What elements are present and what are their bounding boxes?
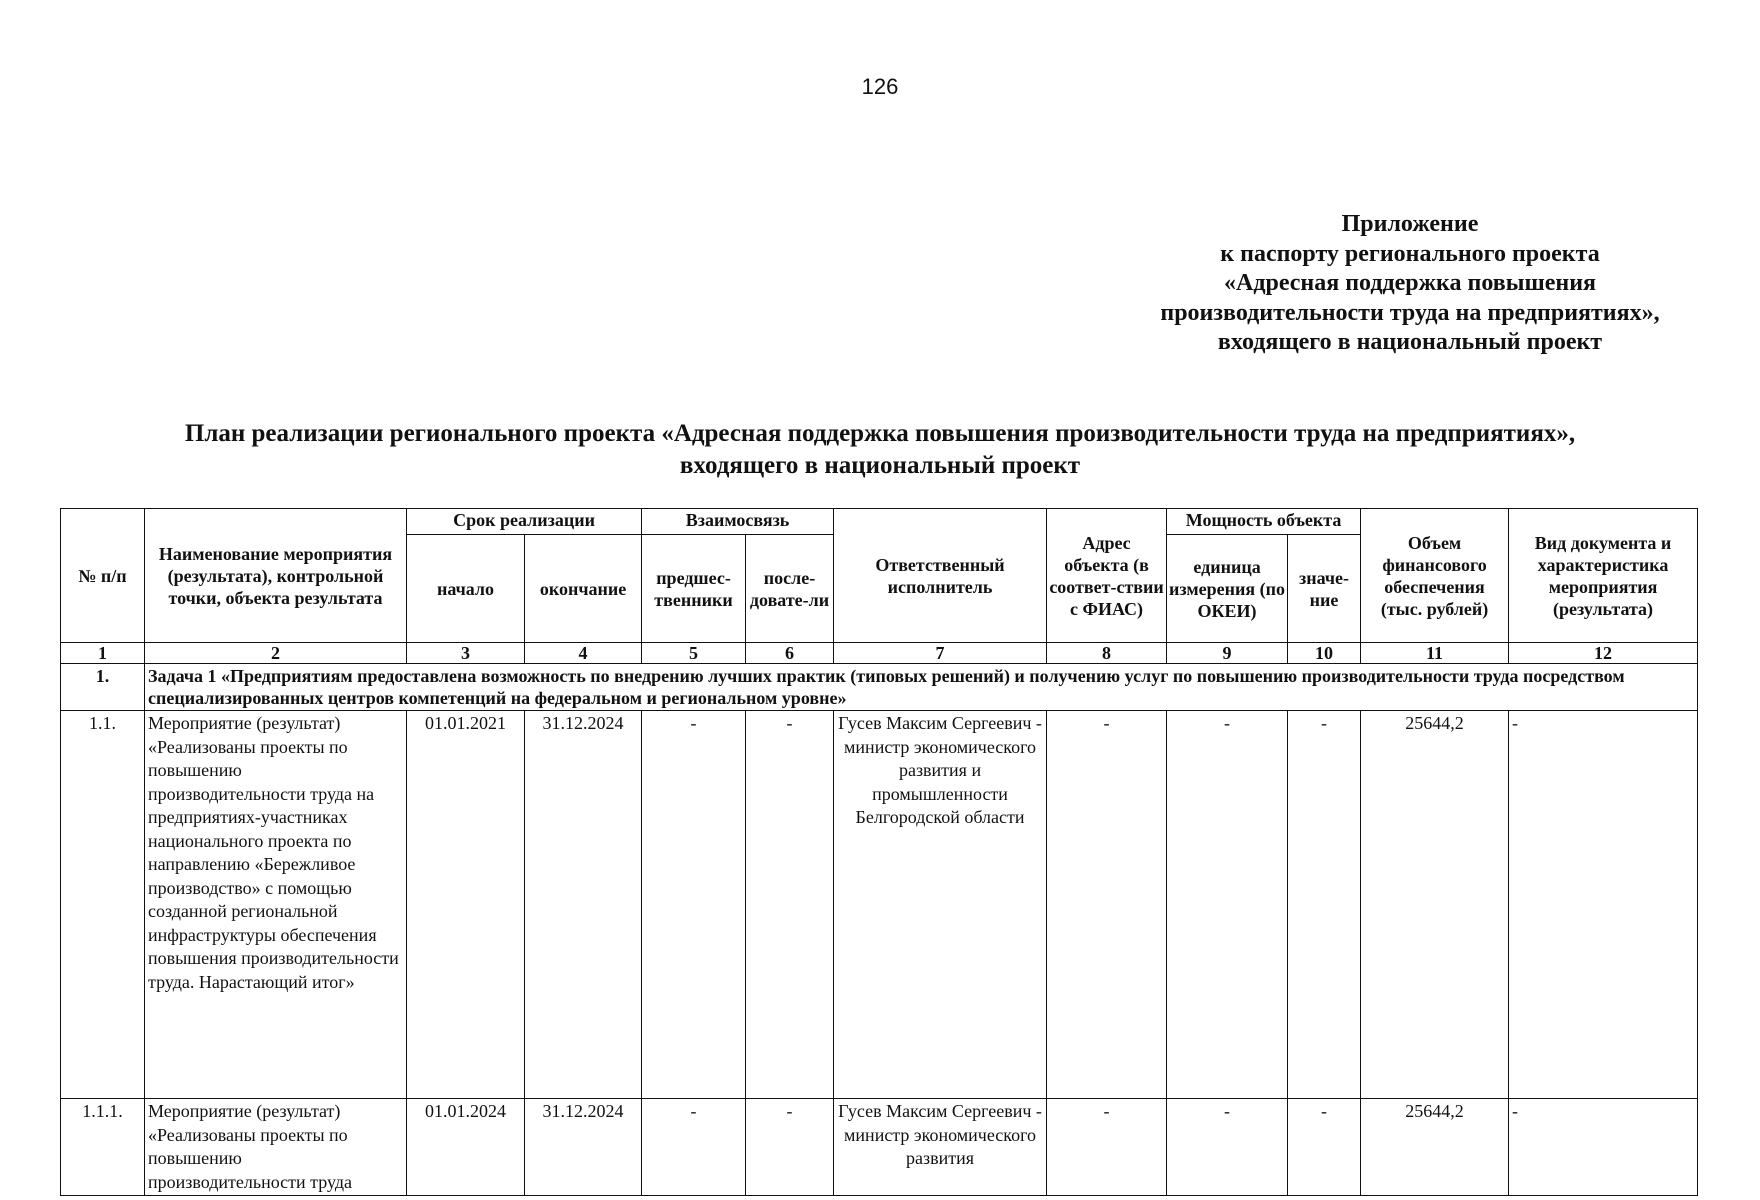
header-funding: Объем финансового обеспечения (тыс. рублей) (1361, 509, 1509, 643)
column-number: 7 (834, 643, 1047, 664)
row-start: 01.01.2024 (407, 1099, 525, 1196)
row-doc-type: - (1509, 1099, 1698, 1196)
row-responsible: Гусев Максим Сергеевич - министр экономического развития (834, 1099, 1047, 1196)
row-num: 1.1.1. (61, 1099, 145, 1196)
row-successors: - (746, 711, 834, 1099)
row-funding: 25644,2 (1361, 711, 1509, 1099)
column-number: 11 (1361, 643, 1509, 664)
column-number: 5 (642, 643, 746, 664)
row-doc-type: - (1509, 711, 1698, 1099)
row-num: 1.1. (61, 711, 145, 1099)
appendix-line: к паспорту регионального проекта (1220, 240, 1600, 267)
row-unit: - (1167, 1099, 1288, 1196)
table-row (61, 1099, 1698, 1196)
row-predecessors: - (642, 1099, 746, 1196)
row-successors: - (746, 1099, 834, 1196)
row-name: Мероприятие (результат) «Реализованы проекты по повышению производительности труда (145, 1099, 407, 1196)
header-name: Наименование мероприятия (результата), контрольной точки, объекта результата (145, 509, 407, 643)
page-number: 126 (861, 74, 899, 99)
header-capacity: Мощность объекта (1167, 509, 1361, 535)
row-responsible: Гусев Максим Сергеевич - министр экономического развития и промышленности Белгородской области (834, 711, 1047, 1099)
header-predecessors: предшес-твенники (642, 535, 746, 643)
header-successors: после-довате-ли (746, 535, 834, 643)
appendix-block (1120, 210, 1700, 358)
implementation-plan-table (60, 508, 1698, 1196)
header-end: окончание (525, 535, 642, 643)
row-funding: 25644,2 (1361, 1099, 1509, 1196)
task-row (61, 664, 1698, 711)
column-number: 2 (145, 643, 407, 664)
row-end: 31.12.2024 (525, 1099, 642, 1196)
header-relation: Взаимосвязь (642, 509, 834, 535)
appendix-line: входящего в национальный проект (1217, 329, 1603, 355)
appendix-line: «Адресная поддержка повышения (1224, 270, 1596, 296)
row-unit: - (1167, 711, 1288, 1099)
header-doc-type: Вид документа и характеристика мероприятия (результата) (1509, 509, 1698, 643)
column-number: 6 (746, 643, 834, 664)
row-start: 01.01.2021 (407, 711, 525, 1099)
column-number: 4 (525, 643, 642, 664)
task-text: Задача 1 «Предприятиям предоставлена возможность по внедрению лучших практик (типовых решений) и получению услуг по повышению производительности труда посредством специализированных центров компетенций на федеральном и региональном уровне» (145, 664, 1698, 711)
row-predecessors: - (642, 711, 746, 1099)
row-value: - (1288, 711, 1361, 1099)
row-address: - (1047, 1099, 1167, 1196)
column-number: 3 (407, 643, 525, 664)
column-number: 9 (1167, 643, 1288, 664)
row-end: 31.12.2024 (525, 711, 642, 1099)
plan-title (100, 418, 1660, 482)
table-row (61, 711, 1698, 1099)
task-num: 1. (61, 664, 145, 711)
row-value: - (1288, 1099, 1361, 1196)
appendix-line: Приложение (1341, 211, 1479, 237)
header-address: Адрес объекта (в соответ-ствии с ФИАС) (1047, 509, 1167, 643)
row-name: Мероприятие (результат) «Реализованы проекты по повышению производительности труда на предприятиях-участниках национального проекта по направлению «Бережливое производство» с помощью созданной региональной инфраструктуры обеспечения повышения производительности труда. Нарастающий итог» (145, 711, 407, 1099)
appendix-line: производительности труда на предприятиях», (1160, 299, 1660, 326)
header-unit: единица измерения (по ОКЕИ) (1167, 535, 1288, 643)
header-value: значе-ние (1288, 535, 1361, 643)
header-start: начало (407, 535, 525, 643)
column-number: 12 (1509, 643, 1698, 664)
plan-title-line: входящего в национальный проект (679, 452, 1081, 479)
column-number: 10 (1288, 643, 1361, 664)
column-number: 8 (1047, 643, 1167, 664)
header-responsible: Ответственный исполнитель (834, 509, 1047, 643)
plan-title-line: План реализации регионального проекта «Адресная поддержка повышения производительности труда на предприятиях», (184, 420, 1576, 447)
header-num: № п/п (61, 509, 145, 643)
column-number: 1 (61, 643, 145, 664)
row-address: - (1047, 711, 1167, 1099)
header-period: Срок реализации (407, 509, 642, 535)
